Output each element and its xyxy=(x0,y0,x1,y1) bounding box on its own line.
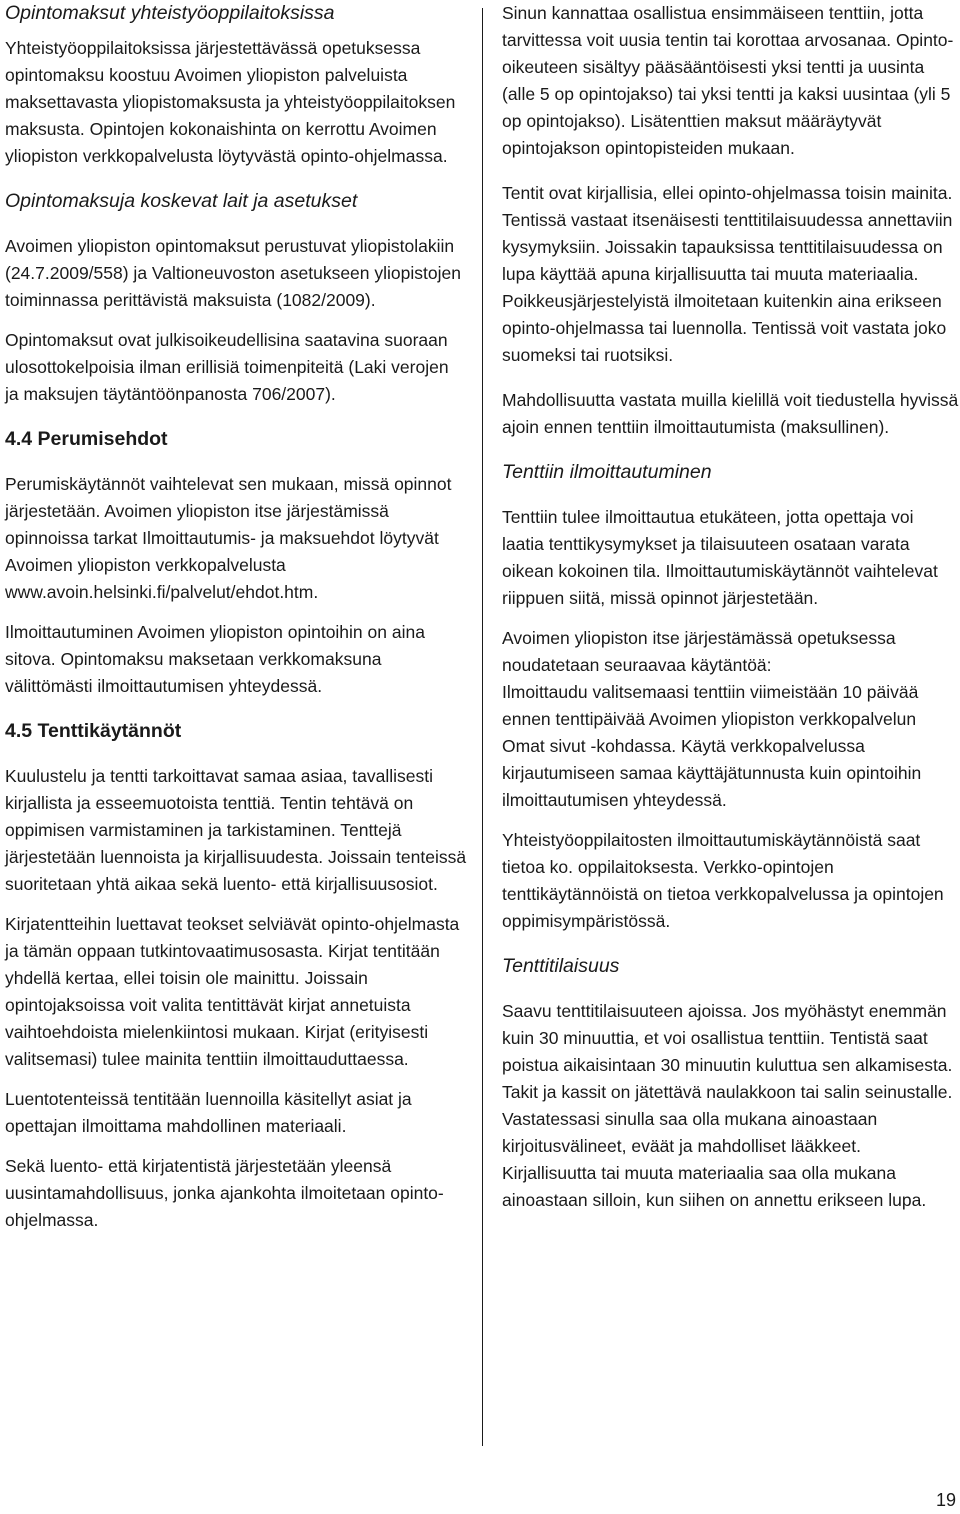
heading-4-5: 4.5 Tenttikäytännöt xyxy=(5,720,182,742)
paragraph: Kuulustelu ja tentti tarkoittavat samaa asiaa, tavallisesti kirjallista ja esseemuotoista tenttiä. Tentin tehtävä on oppimisen varmistaminen ja tarkistaminen. Tenttejä järjestetään luennoista ja kirjallisuudesta. Joissain tenteissä suoritetaan yhtä aikaa sekä luento- että kirjallisuusosiot. xyxy=(5,766,467,894)
paragraph: Luentotenteissä tentitään luennoilla käsitellyt asiat ja opettajan ilmoittama mahdollinen materiaali. xyxy=(5,1089,412,1136)
paragraph: Sekä luento- että kirjatentistä järjestetään yleensä uusintamahdollisuus, jonka ajankohta ilmoitetaan opinto-ohjelmassa. xyxy=(5,1156,444,1230)
heading-tenttitilaisuus: Tenttitilaisuus xyxy=(502,955,620,977)
paragraph: Sinun kannattaa osallistua ensimmäiseen tenttiin, jotta tarvittessa voit uusia tentin tai korottaa arvosanaa. Opinto-oikeuteen sisältyy pääsääntöisesti yksi tentti ja uusinta (alle 5 op opintojakso) tai yksi tentti ja kaksi uusintaa (yli 5 op opintojakso). Lisätenttien maksut määräytyvät opintojakson opintopisteiden mukaan. xyxy=(502,3,954,158)
paragraph: Ilmoittautuminen Avoimen yliopiston opintoihin on aina sitova. Opintomaksu maksetaan verkkomaksuna välittömästi ilmoittautumisen yhteydessä. xyxy=(5,622,425,696)
paragraph: Perumiskäytännöt vaihtelevat sen mukaan, missä opinnot järjestetään. Avoimen yliopiston itse järjestämissä opinnoissa tarkat Ilmoittautumis- ja maksuehdot löytyvät Avoimen yliopiston verkkopalvelusta www.avoin.helsinki.fi/palvelut/ehdot.htm. xyxy=(5,474,452,602)
heading-4-4: 4.4 Perumisehdot xyxy=(5,428,168,450)
paragraph: Ilmoittaudu valitsemaasi tenttiin viimeistään 10 päivää ennen tenttipäivää Avoimen yliopiston verkkopalvelun Omat sivut -kohdassa. Käytä verkkopalvelussa kirjautumiseen samaa käyttäjätunnusta kuin opintoihin ilmoittautumisen yhteydessä. xyxy=(502,682,922,810)
paragraph: Saavu tenttitilaisuuteen ajoissa. Jos myöhästyt enemmän kuin 30 minuuttia, et voi osallistua tenttiin. Tentistä saat poistua aikaisintaan 30 minuutin kuluttua sen alkamisesta. Takit ja kassit on jätettävä naulakkoon tai salin seinustalle. Vastatessasi sinulla saa olla mukana ainoastaan kirjoitusvälineet, eväät ja mahdolliset lääkkeet. Kirjallisuutta tai muuta materiaalia saa olla mukana ainoastaan silloin, kun siihen on annettu erikseen lupa. xyxy=(502,1001,953,1210)
heading-yhteistyo: Opintomaksut yhteistyöoppilaitoksissa xyxy=(5,2,335,24)
paragraph: Kirjatentteihin luettavat teokset selviävät opinto-ohjelmasta ja tämän oppaan tutkintovaatimusosasta. Kirjat tentitään yhdellä kertaa, ellei toisin ole mainittu. Joissain opintojaksoissa voit valita tentittävät kirjat annetuista vaihtoehdoista mielenkiintosi mukaan. Kirjat (erityisesti valitsemasi) tulee mainita tenttiin ilmoittauduttaessa. xyxy=(5,914,460,1069)
heading-ilmoittautuminen: Tenttiin ilmoittautuminen xyxy=(502,461,712,483)
right-column xyxy=(502,0,960,1214)
page-number: 19 xyxy=(935,1490,956,1510)
paragraph: Yhteistyöoppilaitosten ilmoittautumiskäytännöistä saat tietoa ko. oppilaitoksesta. Verkko-opintojen tenttikäytännöistä on tietoa verkkopalvelussa ja opintojen oppimisympäristössä. xyxy=(502,830,944,931)
paragraph: Opintomaksut ovat julkisoikeudellisina saatavina suoraan ulosottokelpoisia ilman erillisiä toimenpiteitä (Laki verojen ja maksujen täytäntöönpanosta 706/2007). xyxy=(5,330,449,404)
column-divider xyxy=(482,8,483,1446)
paragraph: Tentit ovat kirjallisia, ellei opinto-ohjelmassa toisin mainita. Tentissä vastaat itsenäisesti tenttitilaisuudessa annettaviin kysymyksiin. Joissakin tapauksissa tenttitilaisuudessa on lupa käyttää apuna kirjallisuutta tai muuta materiaalia. Poikkeusjärjestelyistä ilmoitetaan kuitenkin aina erikseen opinto-ohjelmassa tai luennolla. Tentissä voit vastata joko suomeksi tai ruotsiksi. xyxy=(502,183,953,365)
paragraph: Yhteistyöoppilaitoksissa järjestettävässä opetuksessa opintomaksu koostuu Avoimen yliopiston palveluista maksettavasta yliopistomaksusta ja yhteistyöoppilaitoksen maksusta. Opintojen kokonaishinta on kerrottu Avoimen yliopiston verkkopalvelusta löytyvästä opinto-ohjelmassa. xyxy=(5,38,456,166)
paragraph: Avoimen yliopiston itse järjestämässä opetuksessa noudatetaan seuraavaa käytäntöä: xyxy=(502,628,896,675)
paragraph: Tenttiin tulee ilmoittautua etukäteen, jotta opettaja voi laatia tenttikysymykset ja tilaisuuteen osataan varata oikean kokoinen tila. Ilmoittautumiskäytännöt vaihtelevat riippuen siitä, missä opinnot järjestetään. xyxy=(502,507,938,608)
paragraph: Avoimen yliopiston opintomaksut perustuvat yliopistolakiin (24.7.2009/558) ja Valtioneuvoston asetukseen yliopistojen toiminnassa perittävistä maksuista (1082/2009). xyxy=(5,236,461,310)
paragraph: Mahdollisuutta vastata muilla kielillä voit tiedustella hyvissä ajoin ennen tenttiin ilmoittautumista (maksullinen). xyxy=(502,390,959,437)
left-column xyxy=(5,0,467,1234)
heading-lait: Opintomaksuja koskevat lait ja asetukset xyxy=(5,190,358,212)
